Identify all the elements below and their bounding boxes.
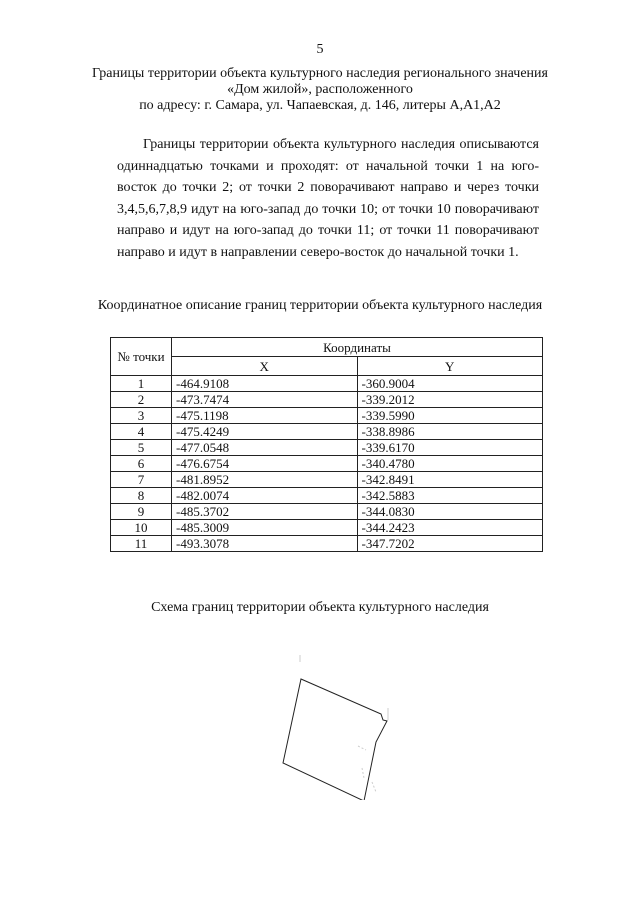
y-value-cell: -342.8491	[357, 472, 543, 488]
point-number-cell: 8	[111, 488, 172, 504]
point-number-cell: 6	[111, 456, 172, 472]
table-row	[111, 536, 543, 552]
table-caption: Координатное описание границ территории объекта культурного наследия	[97, 298, 543, 313]
point-number-cell: 3	[111, 408, 172, 424]
table-row	[111, 392, 543, 408]
y-value-cell: -339.5990	[357, 408, 543, 424]
table-row	[111, 504, 543, 520]
title-line-2: «Дом жилой», расположенного	[227, 82, 413, 97]
header-coordinates: Координаты	[172, 338, 543, 357]
point-number-cell: 2	[111, 392, 172, 408]
table-row	[111, 408, 543, 424]
table-row	[111, 424, 543, 440]
title-line-3: по адресу: г. Самара, ул. Чапаевская, д. 146, литеры А,А1,А2	[139, 98, 501, 113]
point-number-cell: 10	[111, 520, 172, 536]
header-point-number: № точки	[111, 338, 172, 376]
y-value-cell: -347.7202	[357, 536, 543, 552]
x-value-cell: -475.4249	[172, 424, 358, 440]
x-value-cell: -493.3078	[172, 536, 358, 552]
table-row	[111, 472, 543, 488]
point-number-cell: 9	[111, 504, 172, 520]
title-line-1: Границы территории объекта культурного наследия регионального значения	[92, 66, 548, 81]
x-value-cell: -485.3702	[172, 504, 358, 520]
y-value-cell: -338.8986	[357, 424, 543, 440]
point-number-cell: 4	[111, 424, 172, 440]
x-value-cell: -477.0548	[172, 440, 358, 456]
table-row	[111, 456, 543, 472]
y-value-cell: -344.2423	[357, 520, 543, 536]
y-value-cell: -340.4780	[357, 456, 543, 472]
boundary-polygon	[283, 679, 387, 800]
table-row	[111, 440, 543, 456]
coordinates-table	[110, 337, 543, 552]
table-row	[111, 376, 543, 392]
x-value-cell: -464.9108	[172, 376, 358, 392]
header-x: X	[172, 357, 358, 376]
scheme-caption: Схема границ территории объекта культурного наследия	[151, 600, 489, 615]
point-number-cell: 5	[111, 440, 172, 456]
x-value-cell: -485.3009	[172, 520, 358, 536]
x-value-cell: -473.7474	[172, 392, 358, 408]
y-value-cell: -339.2012	[357, 392, 543, 408]
page-number: 5	[316, 42, 324, 57]
point-number-cell: 7	[111, 472, 172, 488]
y-value-cell: -342.5883	[357, 488, 543, 504]
y-value-cell: -344.0830	[357, 504, 543, 520]
x-value-cell: -475.1198	[172, 408, 358, 424]
table-row	[111, 488, 543, 504]
header-y: Y	[357, 357, 543, 376]
boundary-scheme	[280, 650, 410, 800]
x-value-cell: -481.8952	[172, 472, 358, 488]
x-value-cell: -482.0074	[172, 488, 358, 504]
table-row	[111, 520, 543, 536]
point-number-cell: 1	[111, 376, 172, 392]
point-number-cell: 11	[111, 536, 172, 552]
y-value-cell: -360.9004	[357, 376, 543, 392]
y-value-cell: -339.6170	[357, 440, 543, 456]
x-value-cell: -476.6754	[172, 456, 358, 472]
faint-surroundings	[300, 655, 388, 792]
boundary-description: Границы территории объекта культурного наследия описываются одиннадцатью точками и проходят: от начальной точки 1 на юго-восток до точки 2; от точки 2 поворачивают направо и через точки 3,4,5,6,7,8,9 идут на юго-запад до точки 10; от точки 10 поворачивают направо и идут на юго-запад до точки 11; от точки 11 поворачивают направо и идут в направлении северо-восток до начальной точки 1.	[117, 137, 539, 260]
